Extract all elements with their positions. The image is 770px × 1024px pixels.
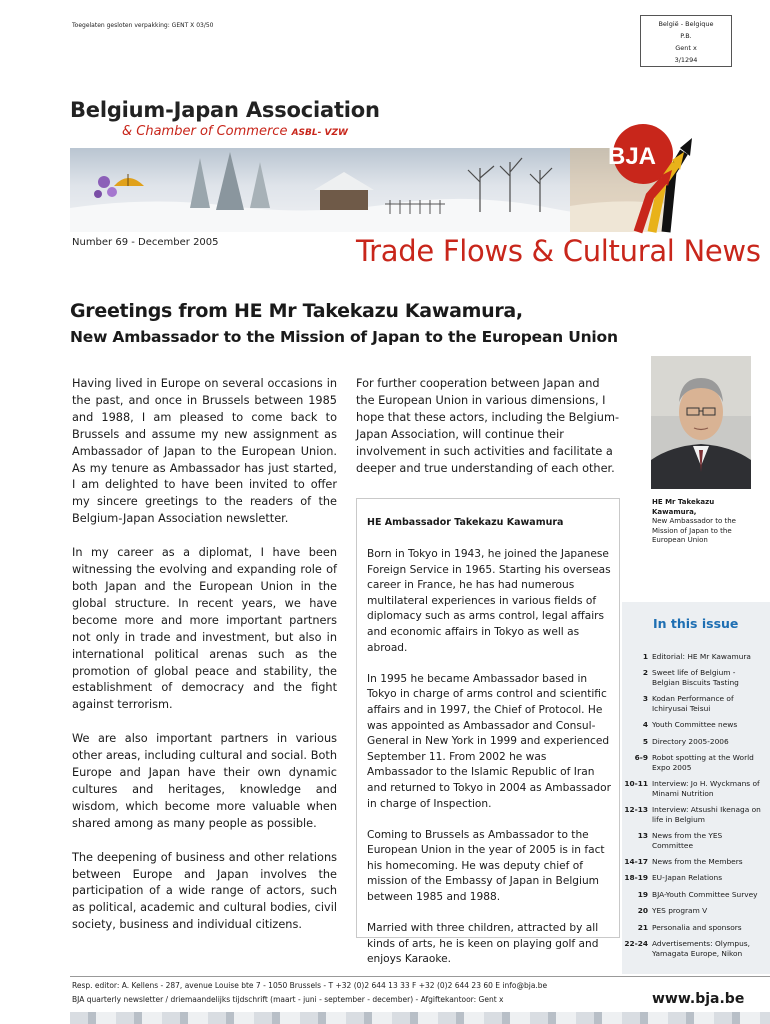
article-paragraph: In my career as a diplomat, I have been witnessing the evolving and expanding role of both Japan and the European Union in the global structure. In recent years, we have become more and more important partners not only in trade and investment, but also in international political arenas such as the promotion of global peace and stability, the establishment of democracy and the fight against terrorism. bbox=[72, 546, 337, 712]
article-column-left bbox=[72, 376, 337, 951]
toc-title: EU-Japan Relations bbox=[652, 873, 723, 883]
toc-page: 13 bbox=[637, 831, 648, 841]
toc-title: Kodan Performance of Ichiryusai Teisui bbox=[652, 694, 734, 713]
toc-page: 12-13 bbox=[624, 805, 648, 815]
postage-line-pb: P.B. bbox=[680, 32, 692, 40]
toc-item[interactable] bbox=[622, 720, 770, 730]
toc-title: News from the Members bbox=[652, 857, 743, 867]
association-legal-form: ASBL- VZW bbox=[291, 128, 348, 138]
toc-item[interactable] bbox=[622, 923, 770, 933]
postage-line-number: 3/1294 bbox=[674, 56, 698, 64]
toc-item[interactable] bbox=[622, 779, 770, 798]
association-title: Belgium-Japan Association bbox=[70, 98, 380, 122]
portrait-caption bbox=[652, 498, 752, 546]
toc-page: 6-9 bbox=[634, 753, 648, 763]
toc-page: 2 bbox=[642, 668, 648, 678]
bio-paragraph: In 1995 he became Ambassador based in Tokyo in charge of arms control and scientific affairs and in 1997, the Chief of Protocol. He was appointed as Ambassador and Consul-General in New York in 1999 and experienced September 11. From 2002 he was Ambassador to the Islamic Republic of Iran and returned to Tokyo in 2004 as Ambassador in charge of Inspection. bbox=[367, 672, 611, 810]
toc-item[interactable] bbox=[622, 668, 770, 687]
footer-website-link[interactable]: www.bja.be bbox=[652, 991, 745, 1007]
issue-number: Number 69 - December 2005 bbox=[72, 237, 219, 248]
ambassador-portrait bbox=[651, 356, 751, 489]
toc-page: 3 bbox=[642, 694, 648, 704]
caption-name: HE Mr Takekazu Kawamura, bbox=[652, 498, 715, 516]
in-this-issue-panel bbox=[622, 602, 770, 974]
toc-title: YES program V bbox=[652, 906, 708, 916]
association-subtitle-main: & Chamber of Commerce bbox=[122, 124, 288, 139]
article-paragraph: The deepening of business and other relations between Europe and Japan involves the participation of a wide range of actors, such as political, academic and cultural bodies, civil society, business and individual citizens. bbox=[72, 850, 337, 932]
toc-page: 22-24 bbox=[624, 939, 648, 949]
bio-paragraph: Born in Tokyo in 1943, he joined the Japanese Foreign Service in 1965. Starting his overseas career in France, he has had numerous multilateral experiences in various fields of diplomacy such as arms control, legal affairs and economic affairs in Tokyo as well as abroad. bbox=[367, 548, 611, 654]
postage-box bbox=[640, 15, 732, 67]
toc-page: 4 bbox=[642, 720, 648, 730]
bja-logo bbox=[588, 112, 708, 242]
toc-title: Interview: Jo H. Wyckmans of Minami Nutrition bbox=[652, 779, 760, 798]
bio-text bbox=[367, 547, 612, 984]
article-subheadline: New Ambassador to the Mission of Japan to the European Union bbox=[70, 328, 618, 346]
toc-item[interactable] bbox=[622, 906, 770, 916]
toc-item[interactable] bbox=[622, 939, 770, 958]
caption-role: New Ambassador to the Mission of Japan to the European Union bbox=[652, 517, 736, 545]
postal-permit-text: Toegelaten gesloten verpakking: GENT X 03/50 bbox=[72, 22, 214, 29]
toc-page: 1 bbox=[642, 652, 648, 661]
toc-page: 18-19 bbox=[624, 873, 648, 883]
toc-item[interactable] bbox=[622, 753, 770, 772]
masthead-banner-image bbox=[70, 148, 670, 232]
footer-divider bbox=[70, 976, 770, 977]
toc-page: 10-11 bbox=[624, 779, 648, 789]
association-subtitle bbox=[122, 124, 348, 139]
toc-item[interactable] bbox=[622, 737, 770, 747]
footer-editor-line: Resp. editor: A. Kellens - 287, avenue Louise bte 7 - 1050 Brussels - T +32 (0)2 644 13 33 F +32 (0)2 644 23 60 E info@bja.be bbox=[72, 981, 548, 990]
newsletter-title: Trade Flows & Cultural News bbox=[356, 234, 761, 268]
article-headline: Greetings from HE Mr Takekazu Kawamura, bbox=[70, 300, 523, 322]
table-of-contents bbox=[622, 652, 770, 965]
bio-paragraph: Married with three children, attracted by all kinds of arts, he is keen on playing golf and enjoys Karaoke. bbox=[367, 922, 599, 966]
bio-paragraph: Coming to Brussels as Ambassador to the European Union in the year of 2005 is in fact his homecoming. He was deputy chief of mission of the Embassy of Japan in Belgium between 1985 and 1988. bbox=[367, 828, 605, 904]
toc-title: Youth Committee news bbox=[652, 720, 738, 730]
toc-title: BJA-Youth Committee Survey bbox=[652, 889, 758, 899]
toc-title: Editorial: HE Mr Kawamura bbox=[652, 652, 751, 661]
toc-title: Interview: Atsushi Ikenaga on life in Belgium bbox=[652, 805, 761, 824]
toc-title: Directory 2005-2006 bbox=[652, 736, 729, 746]
toc-item[interactable] bbox=[622, 805, 770, 824]
postage-line-office: Gent x bbox=[675, 44, 697, 52]
toc-item[interactable] bbox=[622, 694, 770, 713]
footer-publication-line: BJA quarterly newsletter / driemaandelijks tijdschrift (maart - juni - september - december) - Afgiftekantoor: Gent x bbox=[72, 995, 504, 1004]
ambassador-bio-box bbox=[356, 498, 620, 966]
toc-title: Sweet life of Belgium - Belgian Biscuits Tasting bbox=[652, 668, 739, 687]
toc-item[interactable] bbox=[622, 831, 770, 850]
article-paragraph: Having lived in Europe on several occasions in the past, and once in Brussels between 1985 and 1988, I am pleased to come back to Brussels and assume my new assignment as Ambassador of Japan to the European Union. As my tenure as Ambassador has just started, I am delighted to have been invited to offer my sincere greetings to the readers of the Belgium-Japan Association newsletter. bbox=[72, 377, 337, 526]
toc-page: 20 bbox=[637, 906, 648, 916]
toc-page: 14-17 bbox=[624, 857, 648, 867]
toc-page: 19 bbox=[637, 889, 648, 899]
postage-line-country: België - Belgique bbox=[658, 20, 714, 28]
toc-item[interactable] bbox=[622, 890, 770, 900]
toc-item[interactable] bbox=[622, 857, 770, 867]
toc-title: News from the YES Committee bbox=[652, 831, 723, 850]
toc-title: Robot spotting at the World Expo 2005 bbox=[652, 753, 754, 772]
toc-item[interactable] bbox=[622, 873, 770, 883]
bottom-decorative-strip bbox=[70, 1012, 770, 1024]
toc-page: 21 bbox=[637, 922, 648, 932]
in-this-issue-title: In this issue bbox=[653, 616, 739, 631]
toc-title: Advertisements: Olympus, Yamagata Europe, Nikon bbox=[652, 939, 750, 958]
toc-title: Personalia and sponsors bbox=[652, 922, 742, 932]
article-paragraph: We are also important partners in various other areas, including cultural and social. Both Europe and Japan have their own dynamic cultures and heritages, knowledge and wisdom, which become more valuable when shared among as many people as possible. bbox=[72, 732, 337, 830]
bja-logo-text: BJA bbox=[608, 143, 657, 170]
toc-item[interactable] bbox=[622, 652, 770, 662]
article-column-right: For further cooperation between Japan and the European Union in various dimensions, I hope that these actors, including the Belgium-Japan Association, will continue their involvement in such activities and facilitate a deeper and true understanding of each other. bbox=[356, 377, 620, 475]
toc-page: 5 bbox=[642, 736, 648, 746]
bio-heading: HE Ambassador Takekazu Kawamura bbox=[367, 517, 564, 528]
